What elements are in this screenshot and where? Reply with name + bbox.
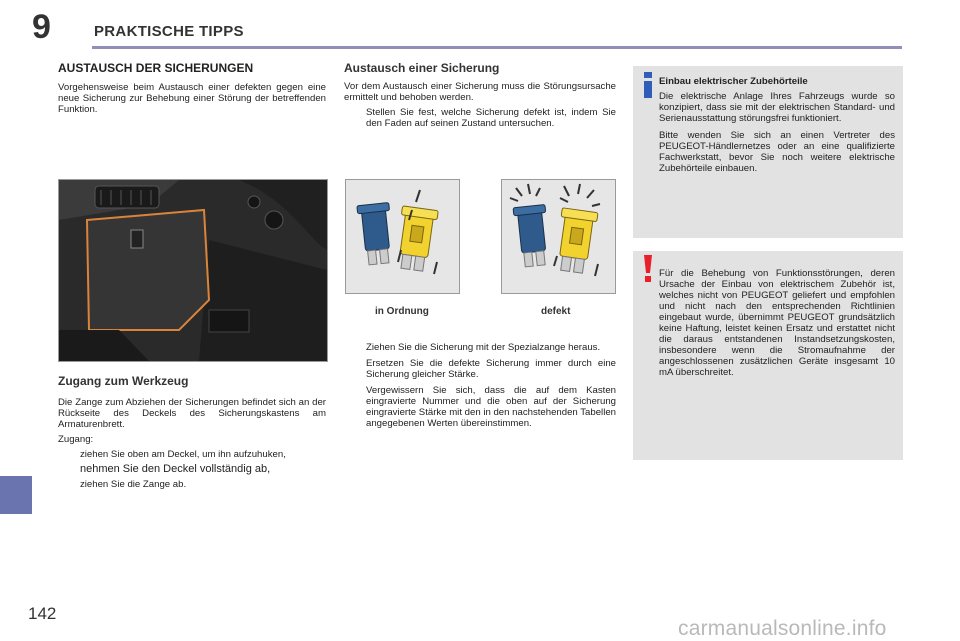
section-title: AUSTAUSCH DER SICHERUNGEN (58, 61, 254, 75)
access-step (58, 464, 326, 475)
replace-intro: Vor dem Austausch einer Sicherung muss die Störungsursache ermittelt und behoben werden. (344, 81, 616, 103)
watermark: carmanualsonline.info (678, 617, 887, 640)
warning-box (633, 251, 903, 460)
access-step-text: nehmen Sie den Deckel vollständig ab, (80, 463, 271, 475)
chapter-side-tab (0, 476, 32, 514)
access-step-text: ziehen Sie die Zange ab. (80, 479, 187, 490)
fuse-ok-illustration (346, 180, 459, 293)
replace-step (344, 358, 616, 380)
left-column (58, 63, 326, 119)
warning-text: Für die Behebung von Funktionsstörungen, deren Ursache der Einbau von elektrischem Zubehör ist, welches nicht von PEUGEOT geliefert und empfohlen und nicht nach den entsprechenden Richtlinien eingebaut wurde, übernimmt PEUGEOT grundsätzlich keine Haftung, leistet keinen Ersatz und erstattet nicht die daraus entstandenen Instandsetzungskosten, insbesondere wenn die Stromaufnahme der angeschlossenen zusätzlichen Geräte insgesamt 10 mA überschreitet. (659, 268, 895, 378)
info-content (659, 76, 895, 178)
replace-step (344, 342, 616, 353)
access-step (58, 449, 326, 460)
dashboard-illustration (59, 180, 327, 361)
middle-steps (344, 342, 616, 433)
replace-step-text: Vergewissern Sie sich, dass die auf dem Kasten eingravierte Nummer und die oben auf der Sicherung eingravierte Stärke mit den in den nachstehenden Tabellen angegebenen Werten übereinstimmen. (366, 385, 616, 429)
info-title: Einbau elektrischer Zubehörteile (659, 76, 808, 87)
replace-step (344, 107, 616, 129)
info-icon (643, 72, 653, 98)
header-rule (92, 46, 902, 49)
replace-step-text: Stellen Sie fest, welche Sicherung defekt ist, indem Sie den Faden auf seinen Zustand untersuchen. (366, 107, 616, 129)
access-step-text: ziehen Sie oben am Deckel, um ihn aufzuhuken, (80, 449, 286, 460)
fuse-defect-label: defekt (541, 306, 571, 317)
info-paragraph: Die elektrische Anlage Ihres Fahrzeugs wurde so konzipiert, dass sie mit der elektrischen Standard- und Serienausstattung störungsfrei funktioniert. (659, 91, 895, 124)
page-number: 142 (28, 604, 57, 623)
chapter-number: 9 (32, 8, 51, 46)
warning-content (659, 268, 895, 382)
info-paragraph: Bitte wenden Sie sich an einen Vertreter des PEUGEOT-Händlernetzes oder an eine qualifizierte Fachwerkstatt, bevor Sie noch weitere elektrische Zubehörteile einbauen. (659, 130, 895, 174)
access-step (58, 479, 326, 490)
fuse-ok-label: in Ordnung (375, 306, 429, 317)
replace-step-text: Ziehen Sie die Sicherung mit der Spezialzange heraus. (366, 342, 601, 353)
replace-step-text: Ersetzen Sie die defekte Sicherung immer durch eine Sicherung gleicher Stärke. (366, 358, 616, 380)
replace-title: Austausch einer Sicherung (344, 61, 500, 75)
info-box (633, 66, 903, 238)
fuse-defect-illustration (502, 180, 615, 293)
fuse-ok-figure (345, 179, 460, 294)
access-title: Zugang zum Werkzeug (58, 374, 189, 388)
fuse-defect-figure (501, 179, 616, 294)
warning-icon (643, 255, 653, 283)
access-text: Die Zange zum Abziehen der Sicherungen befindet sich an der Rückseite des Deckels des Sicherungskastens am Armaturenbrett. (58, 397, 326, 430)
access-column (58, 376, 326, 494)
middle-column (344, 63, 616, 133)
section-intro: Vorgehensweise beim Austausch einer defekten gegen eine neue Sicherung zur Behebung einer Störung der betreffenden Funktion. (58, 82, 326, 115)
replace-step (344, 385, 616, 429)
chapter-title: PRAKTISCHE TIPPS (94, 23, 244, 40)
access-label: Zugang: (58, 434, 94, 445)
dashboard-fusebox-photo (58, 179, 328, 362)
